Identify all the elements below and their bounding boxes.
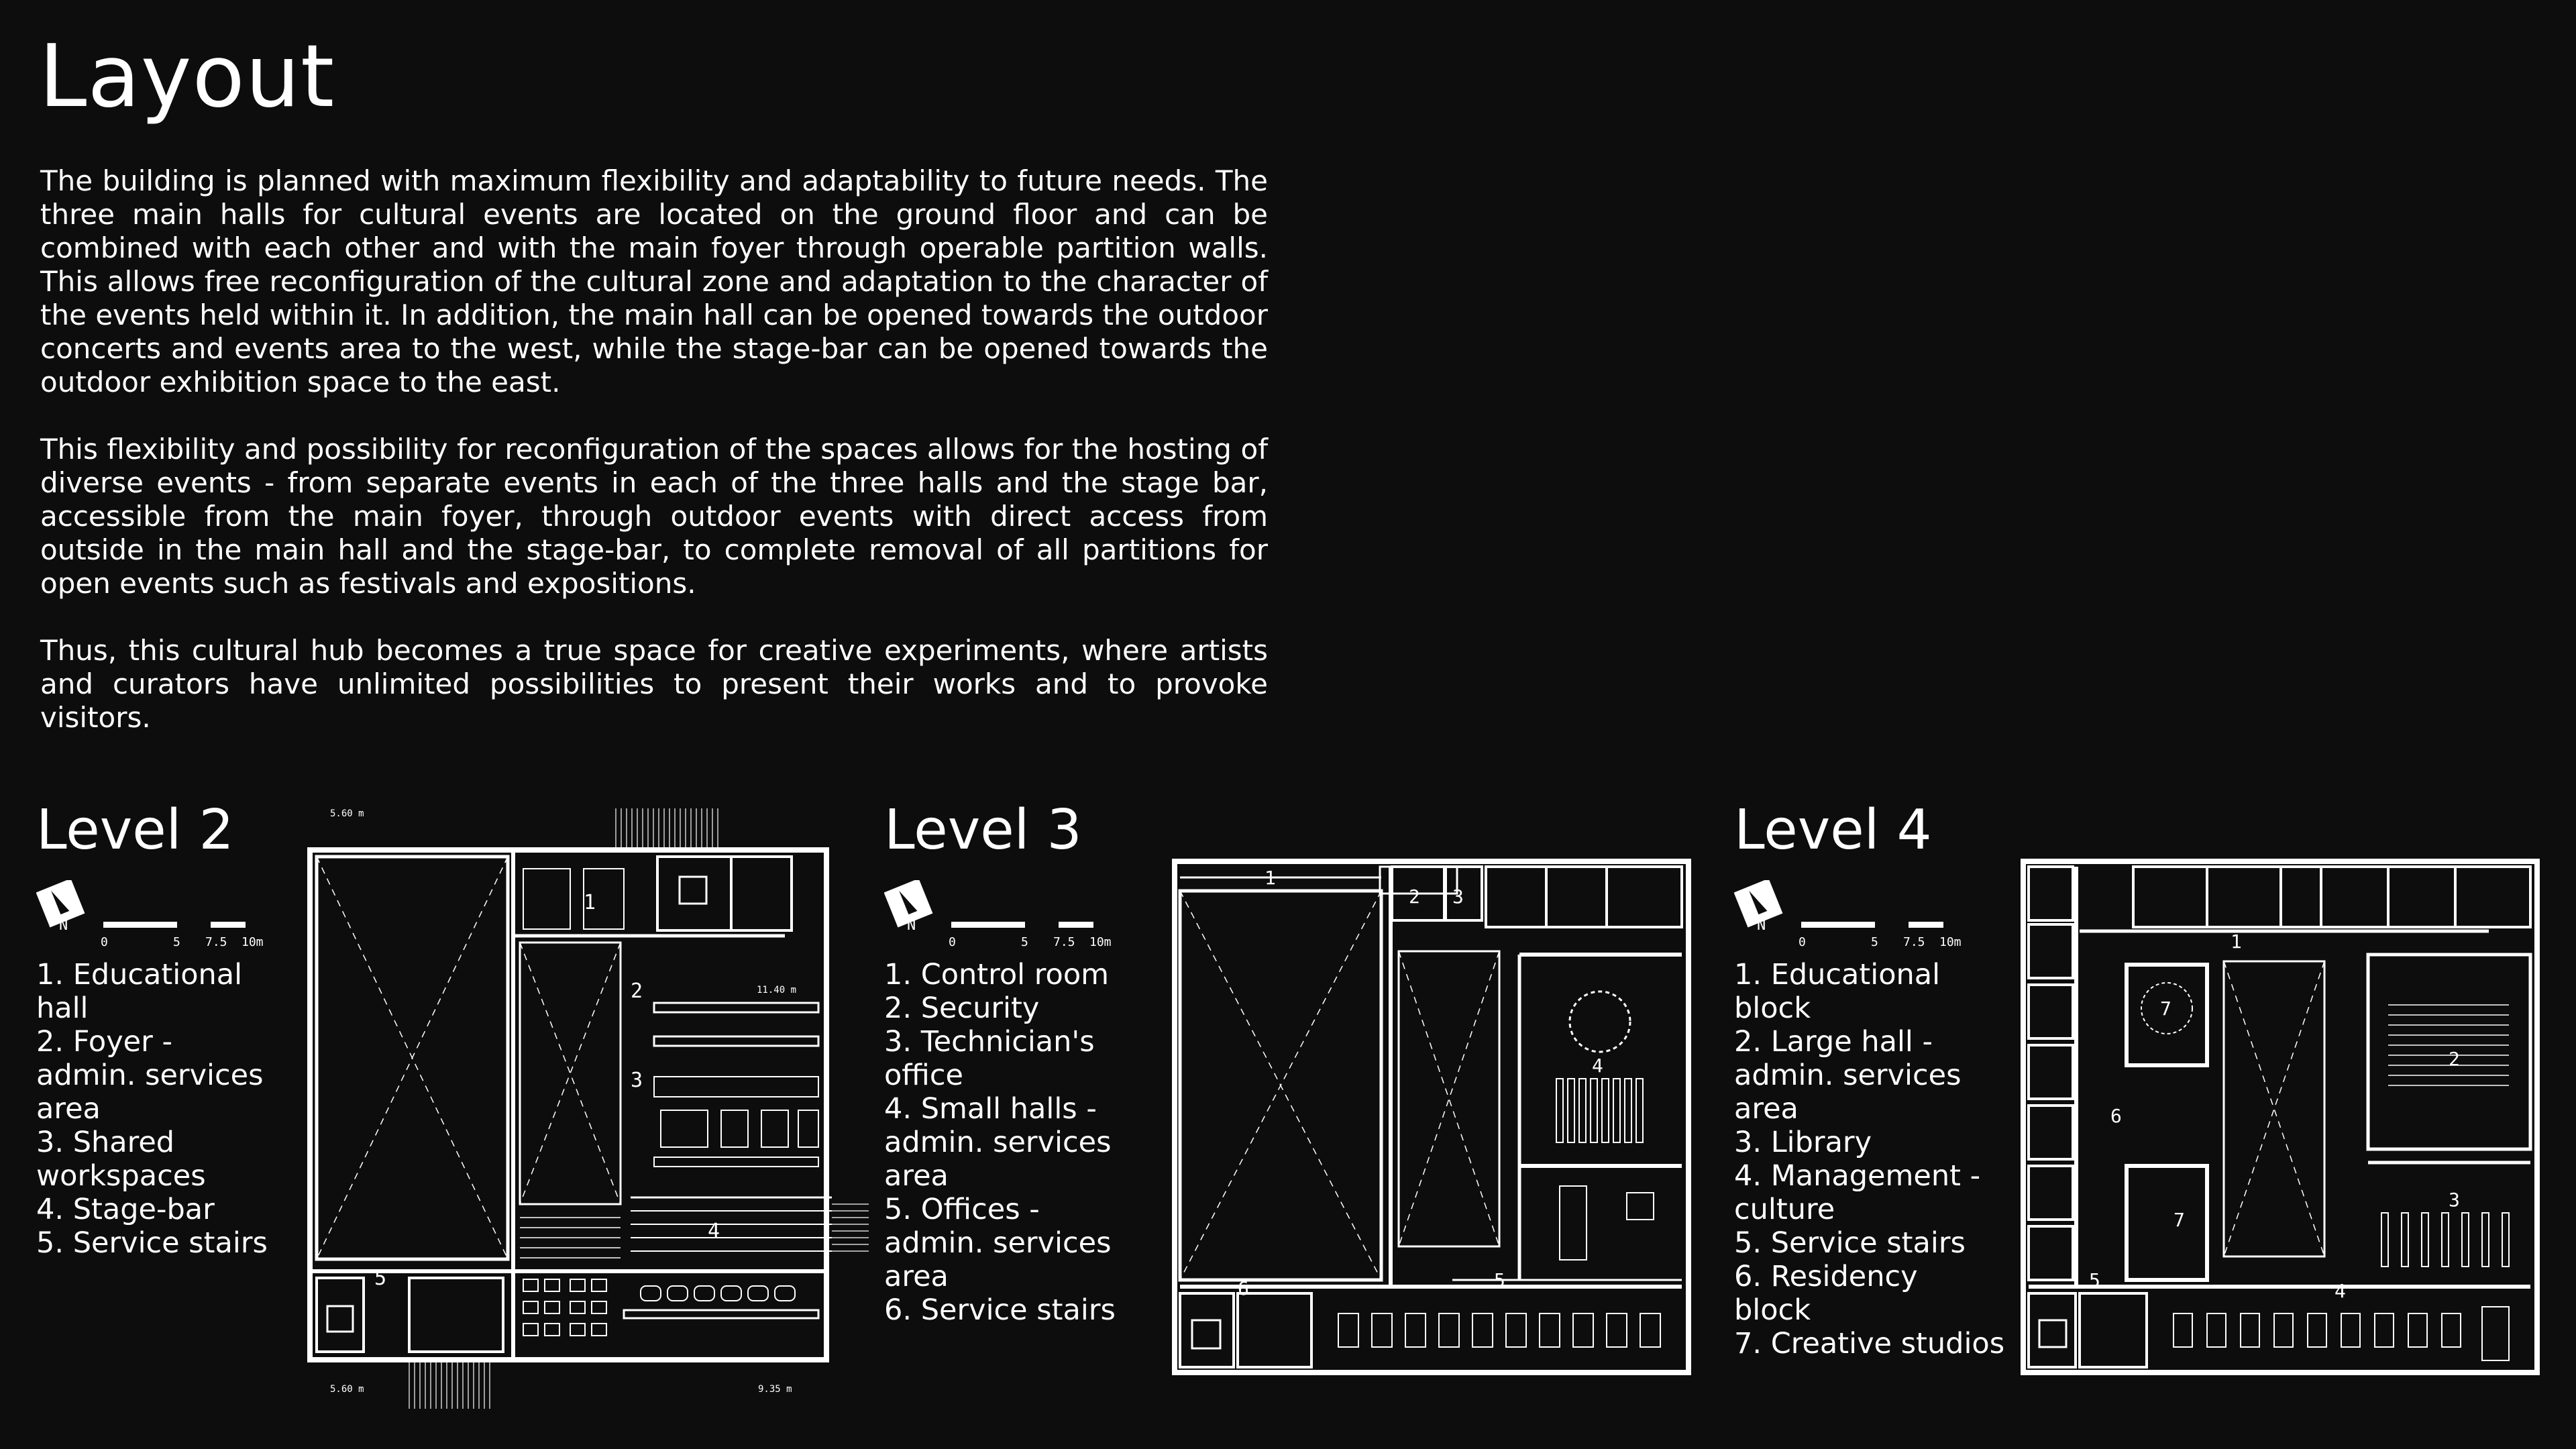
legend-item: area [36, 1092, 101, 1126]
legend-item: area [1734, 1092, 1799, 1126]
plan-label-1: 1 [1265, 867, 1276, 889]
plan-label-7: 7 [2174, 1209, 2185, 1231]
legend-item: 1. Control room [884, 958, 1110, 991]
scale-tick-7.5: 7.5 [205, 935, 227, 947]
legend-item: hall [36, 991, 89, 1025]
elevation-label: 5.60 m [330, 808, 364, 819]
legend-item: block [1734, 991, 1811, 1025]
legend-item: block [1734, 1293, 1811, 1327]
elevation-label: 9.35 m [758, 1384, 792, 1395]
elevation-label: 5.60 m [330, 1384, 364, 1395]
legend-item: 7. Creative studios [1734, 1327, 2005, 1360]
legend-item: 3. Technician's [884, 1025, 1095, 1059]
plan-label-5: 5 [2089, 1269, 2100, 1291]
description [40, 164, 1268, 768]
legend-item: 5. Service stairs [36, 1226, 268, 1260]
level-4-north-scale [1734, 880, 1982, 947]
level-3-floor-plan [1171, 857, 1694, 1377]
paragraph-3: Thus, this cultural hub becomes a true space for creative experiments, where artists and curators have unlimited possibilities to present their works and to provoke visitors. [40, 634, 1268, 734]
legend-item: 4. Small halls - [884, 1092, 1097, 1126]
plan-label-1: 1 [584, 891, 596, 914]
plan-label-2: 2 [1409, 885, 1420, 908]
legend-item: 5. Service stairs [1734, 1226, 1966, 1260]
level-2-legend [36, 958, 268, 1260]
scale-tick-5: 5 [1021, 935, 1028, 947]
scale-tick-0: 0 [1799, 935, 1806, 947]
paragraph-2: This flexibility and possibility for reconfiguration of the spaces allows for the hosting of diverse events - from separate events in each of the three halls and the stage bar, accessible from the main foyer, through outdoor events with direct access from outside in the main hall and the stage-bar, to complete removal of all partitions for open events such as festivals and expositions. [40, 433, 1268, 600]
level-4-legend [1734, 958, 2004, 1360]
legend-item: 6. Residency [1734, 1260, 1918, 1293]
plan-label-6: 6 [1238, 1277, 1249, 1299]
scale-tick-0: 0 [949, 935, 956, 947]
page-title: Layout [39, 27, 335, 127]
scale-tick-10: 10m [241, 935, 264, 947]
legend-item: culture [1734, 1193, 1835, 1226]
legend-item: 2. Security [884, 991, 1040, 1025]
legend-item: area [884, 1159, 949, 1193]
level-2-north-scale [36, 880, 284, 947]
legend-item: 1. Educational [36, 958, 243, 991]
legend-item: office [884, 1059, 963, 1092]
legend-item: admin. services [884, 1226, 1112, 1260]
level-4-title: Level 4 [1734, 798, 1932, 862]
north-arrow-icon [1734, 880, 1782, 934]
elevation-label: 11.40 m [757, 985, 797, 996]
plan-label-2: 2 [2449, 1048, 2460, 1070]
plan-label-1: 1 [2231, 930, 2242, 953]
north-arrow-icon [36, 880, 85, 934]
level-2-floor-plan [302, 802, 872, 1415]
north-arrow-icon [884, 880, 932, 934]
legend-item: 3. Shared [36, 1126, 175, 1159]
legend-item: 4. Management - [1734, 1159, 1981, 1193]
plan-label-2: 2 [631, 979, 643, 1003]
plan-label-4: 4 [2334, 1280, 2346, 1302]
level-2-title: Level 2 [36, 798, 234, 862]
legend-item: 5. Offices - [884, 1193, 1040, 1226]
plan-label-6: 6 [2110, 1105, 2122, 1127]
plan-label-3: 3 [2449, 1189, 2460, 1211]
scale-tick-5: 5 [173, 935, 180, 947]
level-3-legend [884, 958, 1116, 1327]
legend-item: admin. services [884, 1126, 1112, 1159]
plan-label-3: 3 [631, 1069, 643, 1092]
scale-tick-10: 10m [1939, 935, 1962, 947]
plan-label-3: 3 [1452, 885, 1464, 908]
north-label: N [59, 917, 68, 934]
legend-item: 4. Stage-bar [36, 1193, 215, 1226]
scale-tick-0: 0 [101, 935, 108, 947]
plan-label-4: 4 [708, 1220, 720, 1243]
level-3-title: Level 3 [884, 798, 1082, 862]
plan-label-5: 5 [1494, 1269, 1505, 1291]
legend-item: area [884, 1260, 949, 1293]
legend-item: 2. Large hall - [1734, 1025, 1933, 1059]
legend-item: 3. Library [1734, 1126, 1872, 1159]
plan-label-4: 4 [1592, 1055, 1603, 1077]
paragraph-1: The building is planned with maximum flexibility and adaptability to future needs. The three main halls for cultural events are located on the ground floor and can be combined with each other and with the main foyer through operable partition walls. This allows free reconfiguration of the cultural zone and adaptation to the character of the events held within it. In addition, the main hall can be opened towards the outdoor concerts and events area to the west, while the stage-bar can be opened towards the outdoor exhibition space to the east. [40, 164, 1268, 398]
scale-tick-7.5: 7.5 [1053, 935, 1075, 947]
legend-item: admin. services [36, 1059, 264, 1092]
legend-item: 6. Service stairs [884, 1293, 1116, 1327]
scale-tick-5: 5 [1871, 935, 1878, 947]
north-label: N [1757, 917, 1766, 934]
level-3-north-scale [884, 880, 1132, 947]
level-4-floor-plan [2019, 857, 2542, 1377]
plan-label-7: 7 [2160, 998, 2171, 1020]
plan-label-5: 5 [374, 1267, 387, 1290]
scale-tick-10: 10m [1089, 935, 1112, 947]
legend-item: workspaces [36, 1159, 206, 1193]
legend-item: admin. services [1734, 1059, 1962, 1092]
scale-tick-7.5: 7.5 [1903, 935, 1925, 947]
north-label: N [907, 917, 916, 934]
legend-item: 2. Foyer - [36, 1025, 172, 1059]
legend-item: 1. Educational [1734, 958, 1941, 991]
